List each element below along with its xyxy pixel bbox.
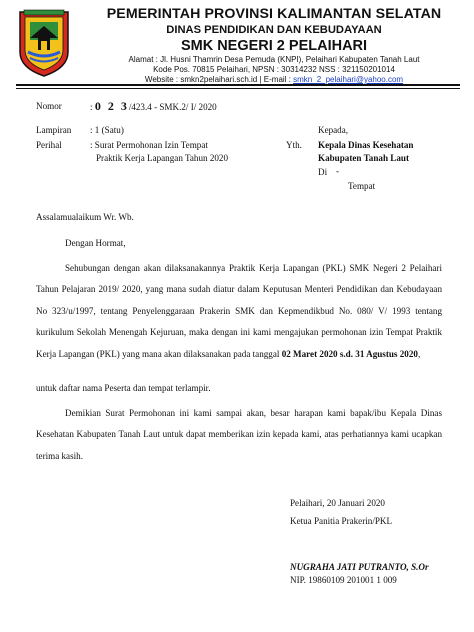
perihal-label: Perihal bbox=[36, 140, 62, 150]
paragraph-1 bbox=[36, 258, 442, 365]
perihal-line-2: Praktik Kerja Lapangan Tahun 2020 bbox=[96, 153, 229, 163]
nomor-number: 0 2 3 bbox=[94, 99, 129, 113]
nomor-rest: /423.4 - SMK.2/ I/ 2020 bbox=[128, 102, 217, 112]
paragraph-2-text: Demikian Surat Permohonan ini kami sampai akan, besar harapan kami bapak/ibu Kepala Dinas Kesehatan Kabupaten Tanah Laut untuk dapat memberikan izin kepada kami, atas perhatiannya kami ucapkan terima kasih. bbox=[36, 408, 442, 461]
signer-position: Ketua Panitia Prakerin/PKL bbox=[290, 516, 393, 526]
letterhead-address: Alamat : Jl. Husni Thamrin Desa Pemuda (KNPI), Pelaihari Kabupaten Tanah Laut bbox=[128, 55, 420, 64]
hormat: Dengan Hormat, bbox=[65, 238, 126, 248]
tempat-text: Tempat bbox=[348, 181, 376, 191]
greeting: Assalamualaikum Wr. Wb. bbox=[36, 212, 134, 222]
paragraph-1-dates: 02 Maret 2020 s.d. 31 Agustus 2020 bbox=[281, 348, 418, 359]
lampiran-label: Lampiran bbox=[36, 125, 72, 135]
paragraph-1-text: Sehubungan dengan akan dilaksanakannya Praktik Kerja Lapangan (PKL) SMK Negeri 2 Pelaihari Tahun Pelajaran 2019/ 2020, yang mana sudah diatur dalam Keputusan Menteri Pendidikan dan Kebudayaan No 323/u/1997, tentang Penyelenggaraan Prakerin SMK dan Kepmendikbud No. 080/ V/ 1993 tentang kurikulum Sekolah Menengah Kejuruan, maka dengan ini kami mengajukan permohonan izin Tempat Praktik Kerja Lapangan (PKL) yang mana akan dilaksanakan pada tanggal bbox=[36, 263, 442, 359]
yth-text: Yth. bbox=[286, 140, 302, 150]
email-link[interactable]: smkn_2_pelaihari@yahoo.com bbox=[293, 75, 404, 84]
di-text: Di bbox=[318, 167, 328, 177]
letterhead-rule-thick bbox=[16, 84, 460, 86]
letterhead-department: DINAS PENDIDIKAN DAN KEBUDAYAAN bbox=[166, 24, 382, 36]
letterhead-school: SMK NEGERI 2 PELAIHARI bbox=[180, 38, 368, 54]
place-date: Pelaihari, 20 Januari 2020 bbox=[290, 498, 385, 508]
website-text: Website : smkn2pelaihari.sch.id | E-mail : bbox=[144, 75, 294, 84]
paragraph-2 bbox=[36, 403, 442, 467]
di-dash: - bbox=[336, 166, 340, 176]
signer-nip: NIP. 19860109 201001 1 009 bbox=[290, 575, 397, 585]
kepada-text: Kepada, bbox=[318, 125, 349, 135]
letterhead-rule-thin bbox=[16, 88, 460, 89]
paragraph-1-end: , bbox=[417, 348, 421, 359]
nomor-value bbox=[90, 99, 217, 114]
letterhead-province: PEMERINTAH PROVINSI KALIMANTAN SELATAN bbox=[106, 6, 442, 22]
signer-name: NUGRAHA JATI PUTRANTO, S.Or bbox=[290, 562, 429, 572]
provincial-crest-logo bbox=[16, 8, 72, 78]
nomor-prefix: : bbox=[90, 102, 95, 112]
lampiran-value: : 1 (Satu) bbox=[90, 125, 124, 135]
letterhead bbox=[80, 6, 468, 85]
recipient-line-2: Kabupaten Tanah Laut bbox=[318, 153, 409, 163]
nomor-label: Nomor bbox=[36, 101, 62, 111]
letterhead-postal: Kode Pos. 70815 Pelaihari, NPSN : 30314232 NSS : 321150201014 bbox=[153, 65, 395, 74]
perihal-line-1: : Surat Permohonan Izin Tempat bbox=[90, 140, 208, 150]
recipient-line-1: Kepala Dinas Kesehatan bbox=[318, 140, 414, 150]
paragraph-1-last-line: untuk daftar nama Peserta dan tempat terlampir. bbox=[36, 383, 211, 393]
